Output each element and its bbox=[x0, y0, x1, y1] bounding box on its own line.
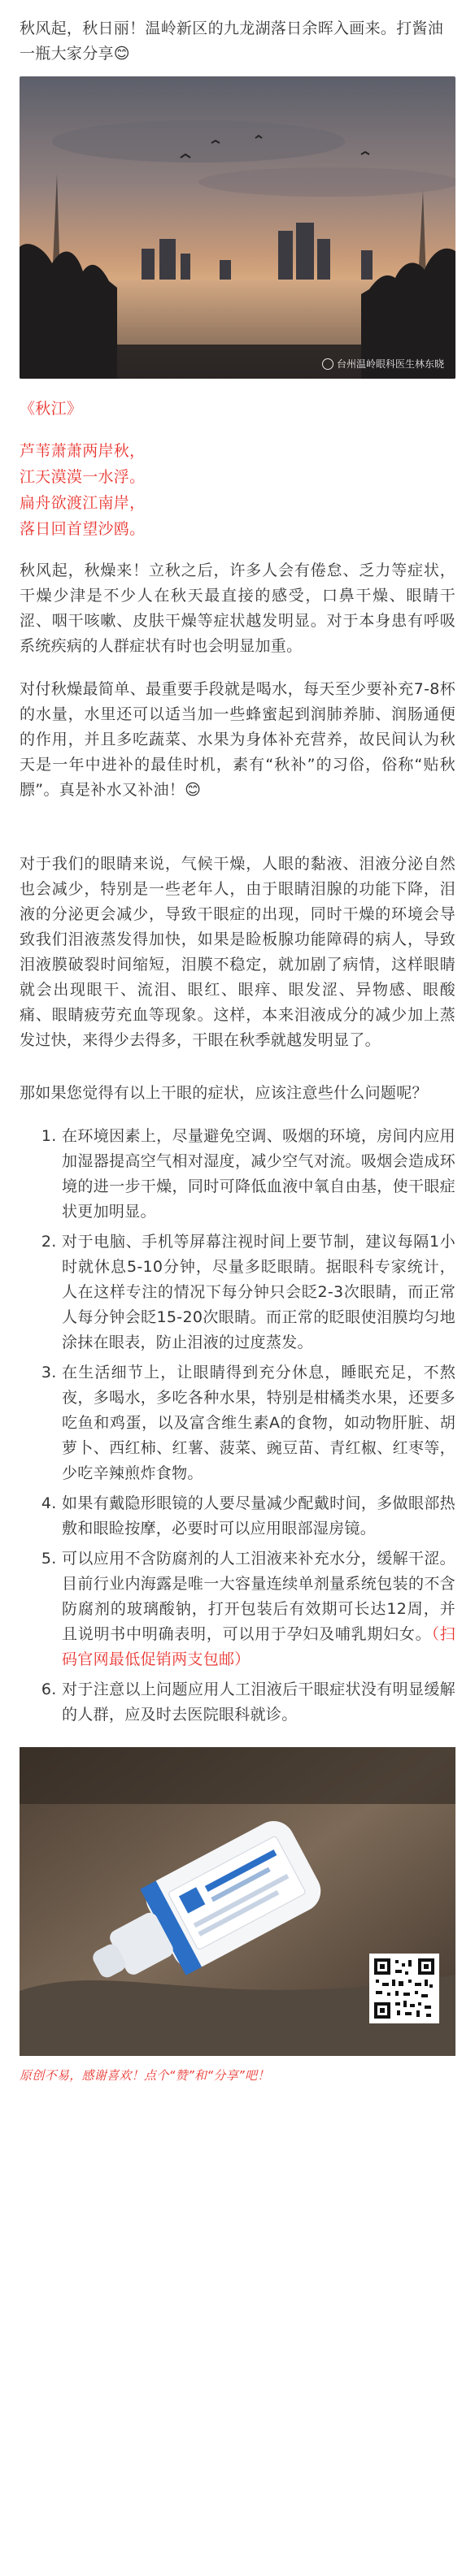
poem-line: 芦苇萧萧两岸秋， bbox=[20, 442, 146, 460]
paragraph-autumn-dryness: 秋风起，秋燥来！立秋之后，许多人会有倦怠、乏力等症状，干燥少津是不少人在秋天最直接的感受，口鼻干燥、眼睛干涩、咽干咳嗽、皮肤干燥等症状越发明显。对于本身患有呼吸系统疾病的人群症状有时也会明显加重。 bbox=[20, 562, 455, 655]
list-item: 6. 对于注意以上问题应用人工泪液后干眼症状没有明显缓解的人群，应及时去医院眼科就诊。 bbox=[62, 1677, 455, 1728]
sunset-lake-photo bbox=[20, 76, 455, 379]
paragraph-dry-eye: 对于我们的眼睛来说，气候干燥，人眼的黏液、泪液分泌自然也会减少，特别是一些老年人，由于眼睛泪腺的功能下降，泪液的分泌更会减少，导致干眼症的出现，同时干燥的环境会导致我们泪液蒸发得加快，如果是睑板腺功能障碍的病人，导致泪液膜破裂时间缩短，泪膜不稳定，就加剧了病情，这样眼睛就会出现眼干、流泪、眼红、眼痒、眼发涩、异物感、眼酸痛、眼睛疲劳充血等现象。这样，本来泪液成分的减少加上蒸发过快，来得少去得多，干眼在秋季就越发明显了。 bbox=[20, 855, 455, 1049]
intro-text: 秋风起，秋日丽！温岭新区的九龙湖落日余晖入画来。打酱油一瓶大家分享😊 bbox=[20, 20, 444, 63]
wechat-watermark-icon bbox=[322, 358, 333, 370]
qr-code[interactable] bbox=[369, 1954, 439, 2023]
paragraph-question: 那如果您觉得有以上干眼的症状，应该注意些什么问题呢？ bbox=[20, 1084, 428, 1102]
poem-title: 《秋江》 bbox=[20, 400, 83, 418]
promo-highlight: （扫码官网最低促销两支包邮） bbox=[62, 1625, 455, 1668]
list-item: 2. 对于电脑、手机等屏幕注视时间上要节制，建议每隔1小时就休息5-10分钟，尽量多眨眼睛。据眼科专家统计，人在这样专注的情况下每分钟只会眨2-3次眼睛，而正常人每分钟会眨15-20次眼睛。而正常的眨眼使泪膜均匀地涂抹在眼表，防止泪液的过度蒸发。 bbox=[62, 1229, 455, 1355]
paragraph-drink-water: 对付秋燥最简单、最重要手段就是喝水，每天至少要补充7-8杯的水量，水里还可以适当加一些蜂蜜起到润肺养肺、润肠通便的作用，并且多吃蔬菜、水果为身体补充营养，故民间认为秋天是一年中进补的最佳时机，素有“秋补”的习俗，俗称“贴秋膘”。真是补水又补油！😊 bbox=[20, 680, 455, 799]
watermark-text: 台州温岭眼科医生林东晓 bbox=[336, 358, 444, 370]
poem-line: 扁舟欲渡江南岸， bbox=[20, 494, 146, 512]
poem-line: 落日回首望沙鸥。 bbox=[20, 520, 146, 538]
list-item: 5. 可以应用不含防腐剂的人工泪液来补充水分，缓解干涩。目前行业内海露是唯一大容量连续单剂量系统包装的不含防腐剂的玻璃酸钠，打开包装后有效期可长达12周，并且说明书中明确表明，可以用于孕妇及哺乳期妇女。（扫码官网最低促销两支包邮） bbox=[62, 1546, 455, 1672]
photo-watermark bbox=[322, 357, 444, 371]
list-item: 1. 在环境因素上，尽量避免空调、吸烟的环境，房间内应用加湿器提高空气相对湿度，减少空气对流。吸烟会造成环境的进一步干燥，同时可降低血液中氧自由基，使干眼症状更加明显。 bbox=[62, 1124, 455, 1225]
list-item: 3. 在生活细节上，让眼睛得到充分休息，睡眠充足，不熬夜，多喝水，多吃各种水果，特别是柑橘类水果，还要多吃鱼和鸡蛋，以及富含维生素A的食物，如动物肝脏、胡萝卜、西红柿、红薯、菠菜、豌豆苗、青红椒、红枣等，少吃辛辣煎炸食物。 bbox=[62, 1360, 455, 1486]
poem bbox=[20, 438, 455, 542]
footer-note: 原创不易，感谢喜欢！点个“赞”和“分享”吧！ bbox=[20, 2068, 270, 2083]
tips-list bbox=[20, 1124, 455, 1728]
list-item: 4. 如果有戴隐形眼镜的人要尽量减少配戴时间，多做眼部热敷和眼睑按摩，必要时可以应用眼部湿房镜。 bbox=[62, 1491, 455, 1542]
sunset-lake-illustration bbox=[20, 76, 455, 379]
product-photo bbox=[20, 1747, 455, 2056]
poem-line: 江天漠漠一水浮。 bbox=[20, 468, 146, 486]
qr-code-icon bbox=[373, 1957, 436, 2020]
